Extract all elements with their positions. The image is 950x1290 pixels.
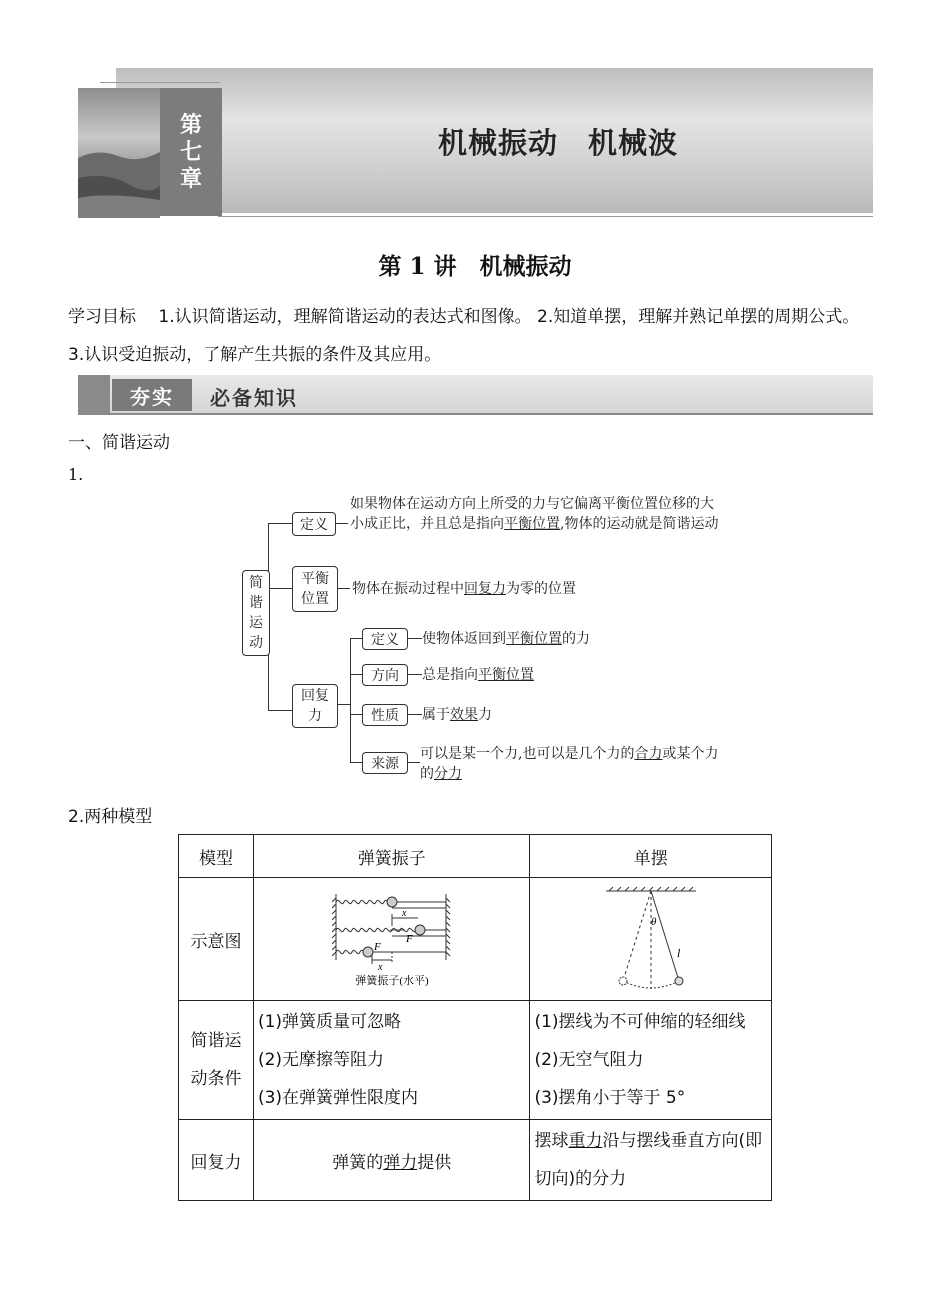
models-comparison-table <box>178 834 772 1201</box>
banner-landscape-image <box>78 88 160 218</box>
heading-simple-harmonic-motion: 一、简谐运动 <box>68 433 170 453</box>
pendulum-restoring-force: 摆球重力沿与摆线垂直方向(即切向)的分力 <box>530 1120 772 1201</box>
section-accent <box>78 375 110 413</box>
equilibrium-text: 物体在振动过程中回复力为零的位置 <box>352 581 576 597</box>
connector-line <box>336 523 348 524</box>
list-item: (1)摆线为不可伸缩的轻细线 <box>534 1012 746 1032</box>
spring-conditions <box>253 1001 529 1120</box>
definition-text: 如果物体在运动方向上所受的力与它偏离平衡位置位移的大小成正比，并且总是指向平衡位置,物体的运动就是简谐运动 <box>350 496 719 532</box>
chapter-number-box <box>160 88 222 216</box>
table-row <box>179 878 772 1001</box>
chapter-banner <box>78 66 873 218</box>
header-model: 模型 <box>179 835 254 878</box>
angle-label: θ <box>650 916 657 928</box>
section-underline <box>78 413 873 415</box>
node-restoring-direction: 方向 <box>362 664 408 686</box>
node-definition: 定义 <box>292 512 336 536</box>
table-row <box>179 1001 772 1120</box>
row-label-conditions: 简谐运动条件 <box>179 1001 254 1120</box>
connector-line <box>350 674 362 675</box>
connector-line <box>268 588 292 589</box>
chapter-title: 机械振动 机械波 <box>437 126 678 160</box>
header-pendulum: 单摆 <box>530 835 772 878</box>
connector-line <box>338 704 350 705</box>
restoring-definition-text: 使物体返回到平衡位置的力 <box>422 631 590 647</box>
landscape-illustration <box>78 88 160 218</box>
restoring-source-text: 可以是某一个力,也可以是几个力的合力或某个力的分力 <box>420 746 719 782</box>
connector-line <box>350 762 362 763</box>
table-row <box>179 1120 772 1201</box>
list-item: (3)摆角小于等于 5° <box>534 1088 686 1108</box>
connector-line <box>408 714 422 715</box>
pendulum-diagram <box>601 885 701 993</box>
section-title: 必备知识 <box>210 386 298 410</box>
displacement-label: x <box>377 962 383 973</box>
header-spring-oscillator: 弹簧振子 <box>253 835 529 878</box>
pendulum-diagram-cell <box>530 878 772 1001</box>
length-label: l <box>676 946 681 960</box>
item-number-1: 1. <box>68 465 84 484</box>
lesson-title: 第 1 讲 机械振动 <box>378 253 572 280</box>
objectives-text: 1.认识简谐运动，理解简谐运动的表达式和图像。 2.知道单摆，理解并熟记单摆的周期公式。 3.认识受迫振动，了解产生共振的条件及其应用。 <box>68 307 860 365</box>
node-equilibrium-position: 平衡位置 <box>292 566 338 612</box>
connector-line <box>268 523 292 524</box>
section-background <box>78 375 873 413</box>
banner-divider <box>100 82 220 83</box>
concept-root-node: 简谐运动 <box>242 570 270 656</box>
connector-line <box>338 588 350 589</box>
item-two-models: 2.两种模型 <box>68 807 153 827</box>
connector-line <box>350 638 362 639</box>
spring-oscillator-diagram-cell <box>253 878 529 1001</box>
node-restoring-nature: 性质 <box>362 704 408 726</box>
chapter-label: 第七章 <box>179 112 202 192</box>
connector-line <box>350 714 362 715</box>
connector-line <box>350 638 351 762</box>
concept-map <box>240 490 720 790</box>
spring-restoring-force: 弹簧的弹力提供 <box>253 1120 529 1201</box>
restoring-direction-text: 总是指向平衡位置 <box>422 667 534 683</box>
row-label-diagram: 示意图 <box>179 878 254 1001</box>
connector-line <box>268 710 292 711</box>
section-header <box>78 375 873 415</box>
restoring-nature-text: 属于效果力 <box>422 707 492 723</box>
force-label: F <box>405 933 413 945</box>
node-restoring-force: 回复力 <box>292 684 338 728</box>
row-label-restoring-force: 回复力 <box>179 1120 254 1201</box>
table-header-row <box>179 835 772 878</box>
list-item: (2)无空气阻力 <box>534 1050 644 1070</box>
node-restoring-source: 来源 <box>362 752 408 774</box>
objectives-label: 学习目标 <box>68 307 136 327</box>
displacement-label: x <box>401 908 407 919</box>
list-item: (1)弹簧质量可忽略 <box>257 1012 402 1032</box>
learning-objectives <box>68 298 876 374</box>
list-item: (2)无摩擦等阻力 <box>257 1050 385 1070</box>
force-label: F <box>373 941 381 953</box>
list-item: (3)在弹簧弹性限度内 <box>257 1088 419 1108</box>
connector-line <box>408 674 422 675</box>
section-tag: 夯实 <box>112 379 192 411</box>
spring-oscillator-diagram <box>332 890 452 988</box>
spring-caption: 弹簧振子(水平) <box>355 975 429 987</box>
connector-line <box>408 638 422 639</box>
pendulum-conditions <box>530 1001 772 1120</box>
connector-line <box>408 762 420 763</box>
node-restoring-definition: 定义 <box>362 628 408 650</box>
banner-divider <box>218 216 873 217</box>
